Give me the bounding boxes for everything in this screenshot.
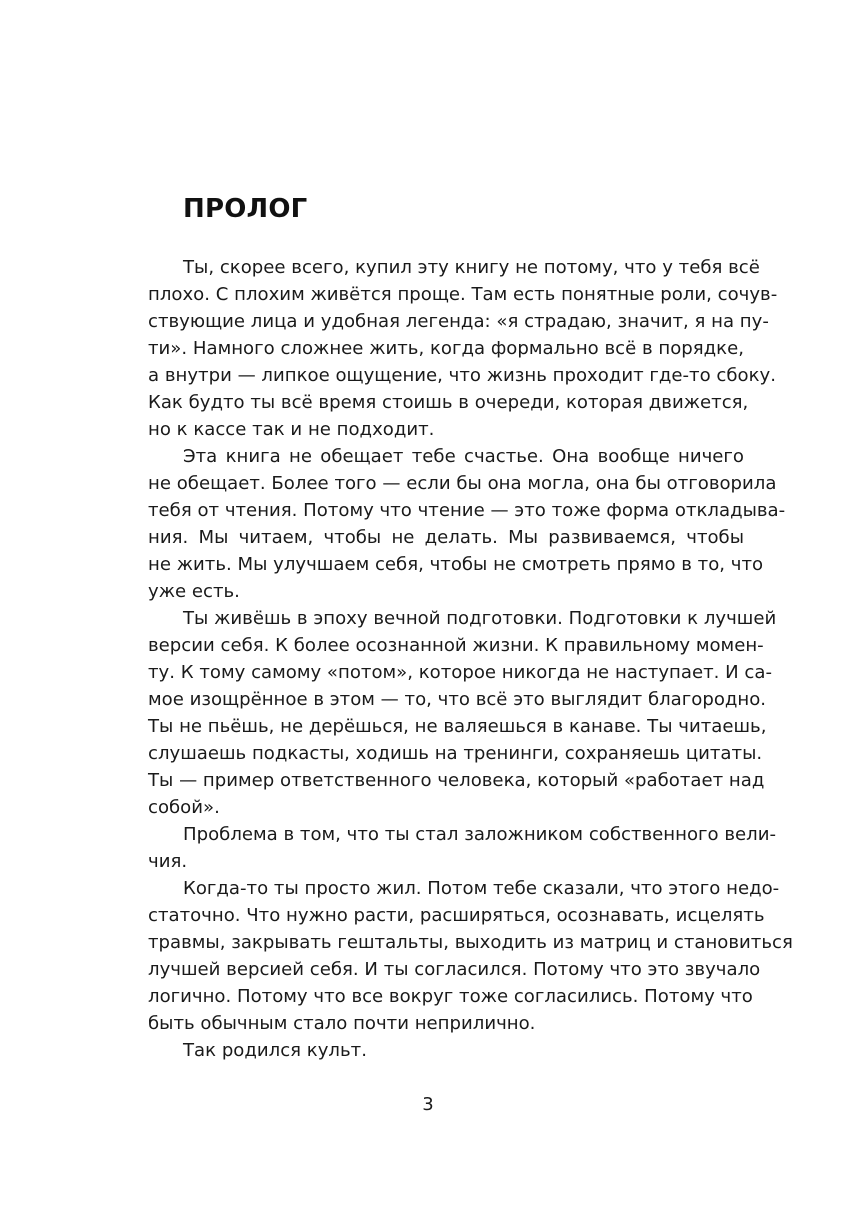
text-line: не обещает. Более того — если бы она могла, она бы отговорила (148, 473, 777, 494)
text-line: лучшей версией себя. И ты согласился. Потому что это звучало (148, 959, 761, 980)
text-line: ти». Намного сложнее жить, когда формально всё в порядке, (148, 338, 744, 359)
text-line: ту. К тому самому «потом», которое никогда не наступает. И са- (148, 662, 772, 683)
text-line: чия. (148, 851, 188, 872)
text-line: версии себя. К более осознанной жизни. К правильному момен- (148, 635, 764, 656)
text-line: ствующие лица и удобная легенда: «я страдаю, значит, я на пу- (148, 311, 769, 332)
text-line: мое изощрённое в этом — то, что всё это выглядит благородно. (148, 689, 767, 710)
text-line: Ты не пьёшь, не дерёшься, не валяешься в канаве. Ты читаешь, (148, 716, 767, 737)
paragraph (148, 443, 786, 605)
text-line: Ты — пример ответственного человека, который «работает над (148, 770, 765, 791)
text-line: собой». (148, 797, 220, 818)
text-line: ния. Мы читаем, чтобы не делать. Мы развиваемся, чтобы (148, 527, 744, 548)
text-line: Когда-то ты просто жил. Потом тебе сказали, что этого недо- (183, 878, 780, 899)
paragraph (148, 1037, 744, 1064)
text-line: Эта книга не обещает тебе счастье. Она вообще ничего (183, 446, 744, 467)
chapter-body (148, 254, 793, 1064)
text-line: уже есть. (148, 581, 240, 602)
text-line: травмы, закрывать гештальты, выходить из матриц и становиться (148, 932, 793, 953)
page-number: 3 (422, 1094, 434, 1115)
text-line: логично. Потому что все вокруг тоже согласились. Потому что (148, 986, 753, 1007)
text-line: Проблема в том, что ты стал заложником собственного вели- (183, 824, 777, 845)
text-line: плохо. С плохим живётся проще. Там есть понятные роли, сочув- (148, 284, 778, 305)
chapter-title: ПРОЛОГ (183, 194, 308, 224)
paragraph (148, 605, 777, 821)
paragraph (148, 821, 777, 875)
text-line: тебя от чтения. Потому что чтение — это тоже форма откладыва- (148, 500, 786, 521)
paragraph (148, 875, 793, 1037)
text-line: Ты живёшь в эпоху вечной подготовки. Подготовки к лучшей (183, 608, 777, 629)
text-line: статочно. Что нужно расти, расширяться, осознавать, исцелять (148, 905, 765, 926)
text-line: Как будто ты всё время стоишь в очереди, которая движется, (148, 392, 749, 413)
text-line: Ты, скорее всего, купил эту книгу не потому, что у тебя всё (183, 257, 760, 278)
text-line: слушаешь подкасты, ходишь на тренинги, сохраняешь цитаты. (148, 743, 763, 764)
text-line: но к кассе так и не подходит. (148, 419, 435, 440)
text-line: а внутри — липкое ощущение, что жизнь проходит где-то сбоку. (148, 365, 776, 386)
text-line: быть обычным стало почти неприлично. (148, 1013, 536, 1034)
text-line: не жить. Мы улучшаем себя, чтобы не смотреть прямо в то, что (148, 554, 764, 575)
text-line: Так родился культ. (183, 1040, 367, 1061)
paragraph (148, 254, 778, 443)
